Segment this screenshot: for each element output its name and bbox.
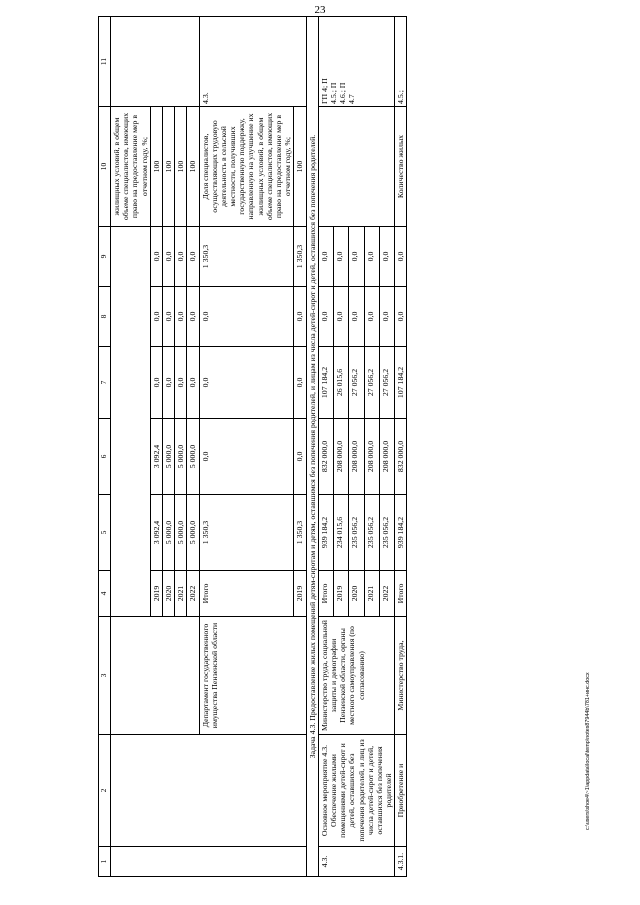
- value-cell: 234 015,6: [334, 495, 349, 571]
- header-cell: 10: [99, 107, 111, 227]
- header-row: [99, 17, 111, 877]
- header-cell: 9: [99, 227, 111, 287]
- value-cell: 5 000,0: [187, 495, 199, 571]
- value-cell: 5 000,0: [175, 419, 187, 495]
- value-cell: 0,0: [187, 347, 199, 419]
- empty-cell: [111, 735, 307, 847]
- code-line: 4.7: [347, 94, 357, 104]
- year-cell: 2019: [334, 571, 349, 617]
- value-cell: 0,0: [294, 419, 306, 495]
- empty-cell: [111, 617, 200, 735]
- table-row: [111, 17, 151, 877]
- value-cell: 0,0: [395, 287, 407, 347]
- year-cell: 2020: [162, 571, 174, 617]
- header-cell: 7: [99, 347, 111, 419]
- value-cell: 0,0: [175, 347, 187, 419]
- page-number: 23: [314, 4, 326, 16]
- measure-name: Основное мероприятие 4.3. Обеспечение жилыми помещениями детей-сирот и детей, оставшихся без попечения родителей, и лиц из числа детей-сирот и детей, оставшихся без попечения родителей: [318, 735, 395, 847]
- table-row: [318, 17, 333, 877]
- value-cell: 0,0: [199, 287, 294, 347]
- value-cell: 208 000,0: [379, 419, 394, 495]
- year-cell: 2019: [294, 571, 306, 617]
- value-cell: 27 056,2: [349, 347, 364, 419]
- value-cell: 0,0: [379, 227, 394, 287]
- empty-cell: [111, 227, 151, 617]
- header-cell: 11: [99, 17, 111, 107]
- value-cell: 0,0: [334, 227, 349, 287]
- value-cell: 832 000,0: [395, 419, 407, 495]
- value-cell: 0,0: [318, 287, 333, 347]
- value-cell: 939 184,2: [318, 495, 333, 571]
- year-cell: 2022: [379, 571, 394, 617]
- value-cell: 0,0: [349, 227, 364, 287]
- footer-file-path: c:\users\shoe4\~1\appdata\local\temp\notes87944b\781+инс.docx: [585, 672, 591, 830]
- value-cell: 107 184,2: [395, 347, 407, 419]
- value-cell: 0,0: [175, 227, 187, 287]
- year-cell: 2021: [364, 571, 379, 617]
- code-line: 4.5.; П: [328, 82, 338, 104]
- header-cell: 6: [99, 419, 111, 495]
- code-cell: 4.5.;: [395, 17, 407, 107]
- value-cell: 3 092,4: [150, 495, 162, 571]
- empty-cell: [318, 107, 395, 227]
- empty-cell: [111, 17, 200, 107]
- value-cell: 0,0: [150, 287, 162, 347]
- header-cell: 4: [99, 571, 111, 617]
- sub-executor: Министерство труда,: [395, 617, 407, 735]
- value-cell: 107 184,2: [318, 347, 333, 419]
- value-cell: 235 056,2: [364, 495, 379, 571]
- header-cell: 1: [99, 847, 111, 877]
- value-cell: 208 000,0: [334, 419, 349, 495]
- value-cell: 1 350,3: [199, 495, 294, 571]
- value-cell: 0,0: [294, 347, 306, 419]
- year-cell: 2022: [187, 571, 199, 617]
- table-row: [395, 17, 407, 877]
- value-cell: 0,0: [294, 287, 306, 347]
- value-cell: 27 056,2: [364, 347, 379, 419]
- task-row: [306, 17, 318, 877]
- sub-number: 4.3.1.: [395, 847, 407, 877]
- header-cell: 8: [99, 287, 111, 347]
- value-cell: 0,0: [150, 347, 162, 419]
- value-cell: 0,0: [150, 227, 162, 287]
- value-cell: 1 350,3: [294, 227, 306, 287]
- header-cell: 5: [99, 495, 111, 571]
- value-cell: 939 184,2: [395, 495, 407, 571]
- value-cell: 5 000,0: [187, 419, 199, 495]
- value-cell: 0,0: [349, 287, 364, 347]
- year-cell: Итого: [395, 571, 407, 617]
- indicator-value: 100: [187, 107, 199, 227]
- indicator-cell: Количество жилых: [395, 107, 407, 227]
- value-cell: 27 056,2: [379, 347, 394, 419]
- value-cell: 0,0: [395, 227, 407, 287]
- value-cell: 0,0: [162, 227, 174, 287]
- indicator-value: 100: [175, 107, 187, 227]
- value-cell: 0,0: [364, 227, 379, 287]
- value-cell: 235 056,2: [349, 495, 364, 571]
- indicator-cell: жилищных условий, в общем объеме специалистов, имеющих право на предоставление мер в отчетном году, %;: [111, 107, 151, 227]
- year-cell: Итого: [199, 571, 294, 617]
- value-cell: 1 350,3: [199, 227, 294, 287]
- value-cell: 0,0: [364, 287, 379, 347]
- value-cell: 0,0: [199, 419, 294, 495]
- indicator-value: 100: [162, 107, 174, 227]
- year-cell: 2020: [349, 571, 364, 617]
- code-line: 4.6.; П: [338, 82, 348, 104]
- sub-name: Приобретение и: [395, 735, 407, 847]
- year-cell: 2019: [150, 571, 162, 617]
- indicator-cell: Доля специалистов, осуществляющих трудовую деятельность в сельской местности, получивших государственную поддержку, направленную на улучшение их жилищных условий, в общем объеме специалистов, имеющих право на предоставление мер в отчетном году, %;: [199, 107, 294, 227]
- value-cell: 0,0: [175, 287, 187, 347]
- value-cell: 0,0: [187, 227, 199, 287]
- value-cell: 0,0: [162, 347, 174, 419]
- value-cell: 26 015,6: [334, 347, 349, 419]
- value-cell: 0,0: [334, 287, 349, 347]
- value-cell: 5 000,0: [162, 419, 174, 495]
- value-cell: 0,0: [379, 287, 394, 347]
- value-cell: 0,0: [318, 227, 333, 287]
- rotated-table-page: [98, 17, 633, 877]
- value-cell: 5 000,0: [175, 495, 187, 571]
- year-cell: Итого: [318, 571, 333, 617]
- value-cell: 208 000,0: [349, 419, 364, 495]
- code-cell: [318, 17, 395, 107]
- measure-number: 4.3.: [318, 847, 395, 877]
- value-cell: 0,0: [162, 287, 174, 347]
- empty-cell: [111, 847, 307, 877]
- code-cell: 4.3.: [199, 17, 306, 107]
- value-cell: 235 056,2: [379, 495, 394, 571]
- value-cell: 0,0: [187, 287, 199, 347]
- value-cell: 3 092,4: [150, 419, 162, 495]
- value-cell: 1 350,3: [294, 495, 306, 571]
- value-cell: 5 000,0: [162, 495, 174, 571]
- executor-cell: Департамент государственного имущества Пензенской области: [199, 617, 306, 735]
- value-cell: 0,0: [199, 347, 294, 419]
- value-cell: 208 000,0: [364, 419, 379, 495]
- task-title: Задача 4.3. Предоставление жилых помещений детям-сиротам и детям, оставшимся без попечения родителей, и лицам из числа детей-сирот и детей, оставшихся без попечения родителей.: [306, 17, 318, 877]
- year-cell: 2021: [175, 571, 187, 617]
- indicator-value: 100: [294, 107, 306, 227]
- program-table: [98, 16, 407, 877]
- header-cell: 2: [99, 735, 111, 847]
- measure-executor: Министерство труда, социальной защиты и демографии Пензенской области, органы местного самоуправления (по согласованию): [318, 617, 395, 735]
- indicator-value: 100: [150, 107, 162, 227]
- value-cell: 832 000,0: [318, 419, 333, 495]
- code-line: ГП 4; П: [319, 78, 329, 104]
- header-cell: 3: [99, 617, 111, 735]
